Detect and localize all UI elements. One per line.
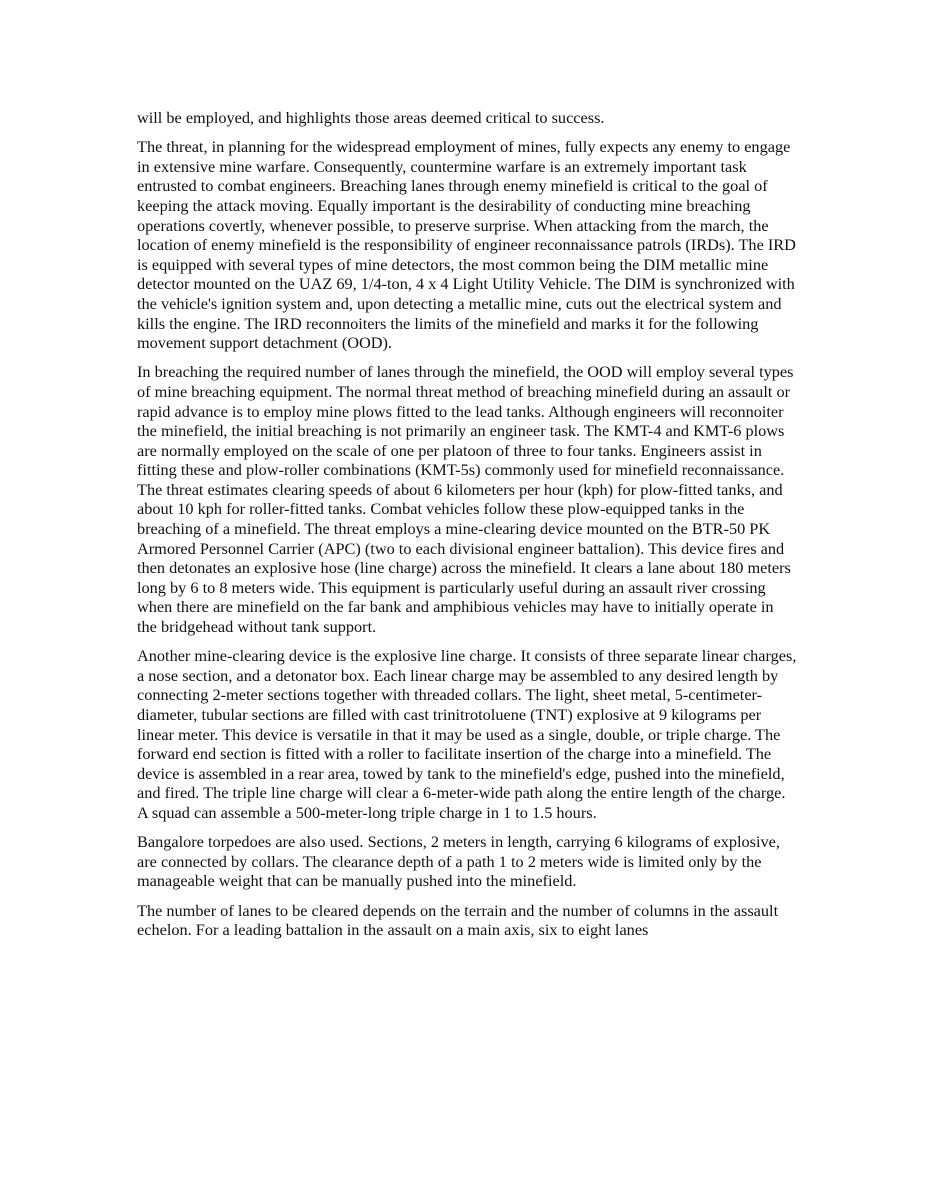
paragraph-breaching-lanes: In breaching the required number of lanes through the minefield, the OOD will employ several types of mine breaching equipment. The normal threat method of breaching minefield during an assault or rapid advance is to employ mine plows fitted to the lead tanks. Although engineers will reconnoiter the minefield, the initial breaching is not primarily an engineer task. The KMT-4 and KMT-6 plows are normally employed on the scale of one per platoon of three to four tanks. Engineers assist in fitting these and plow-roller combinations (KMT-5s) commonly used for minefield reconnaissance. The threat estimates clearing speeds of about 6 kilometers per hour (kph) for plow-fitted tanks, and about 10 kph for roller-fitted tanks. Combat vehicles follow these plow-equipped tanks in the breaching of a minefield. The threat employs a mine-clearing device mounted on the BTR-50 PK Armored Personnel Carrier (APC) (two to each divisional engineer battalion). This device fires and then detonates an explosive hose (line charge) across the minefield. It clears a lane about 180 meters long by 6 to 8 meters wide. This equipment is particularly useful during an assault river crossing when there are minefield on the far bank and amphibious vehicles may have to initially operate in the bridgehead without tank support. xyxy=(137,362,794,637)
document-page xyxy=(137,108,797,949)
paragraph-continuation: will be employed, and highlights those areas deemed critical to success. xyxy=(137,108,605,127)
paragraph-threat-mine-warfare: The threat, in planning for the widespread employment of mines, fully expects any enemy to engage in extensive mine warfare. Consequently, countermine warfare is an extremely important task entrusted to combat engineers. Breaching lanes through enemy minefield is critical to the goal of keeping the attack moving. Equally important is the desirability of conducting mine breaching operations covertly, whenever possible, to preserve surprise. When attacking from the march, the location of enemy minefield is the responsibility of engineer reconnaissance patrols (IRDs). The IRD is equipped with several types of mine detectors, the most common being the DIM metallic mine detector mounted on the UAZ 69, 1/4-ton, 4 x 4 Light Utility Vehicle. The DIM is synchronized with the vehicle's ignition system and, upon detecting a metallic mine, cuts out the electrical system and kills the engine. The IRD reconnoiters the limits of the minefield and marks it for the following movement support detachment (OOD). xyxy=(137,137,796,353)
paragraph-number-of-lanes: The number of lanes to be cleared depends on the terrain and the number of columns in the assault echelon. For a leading battalion in the assault on a main axis, six to eight lanes xyxy=(137,900,779,940)
paragraph-explosive-line-charge: Another mine-clearing device is the explosive line charge. It consists of three separate linear charges, a nose section, and a detonator box. Each linear charge may be assembled to any desired length by connecting 2-meter sections together with threaded collars. The light, sheet metal, 5-centimeter-diameter, tubular sections are filled with cast trinitrotoluene (TNT) explosive at 9 kilograms per linear meter. This device is versatile in that it may be used as a single, double, or triple charge. The forward end section is fitted with a roller to facilitate insertion of the charge into a minefield. The device is assembled in a rear area, towed by tank to the minefield's edge, pushed into the minefield, and fired. The triple line charge will clear a 6-meter-wide path along the entire length of the charge. A squad can assemble a 500-meter-long triple charge in 1 to 1.5 hours. xyxy=(137,646,797,822)
paragraph-bangalore-torpedoes: Bangalore torpedoes are also used. Sections, 2 meters in length, carrying 6 kilograms of explosive, are connected by collars. The clearance depth of a path 1 to 2 meters wide is limited only by the manageable weight that can be manually pushed into the minefield. xyxy=(137,832,780,891)
